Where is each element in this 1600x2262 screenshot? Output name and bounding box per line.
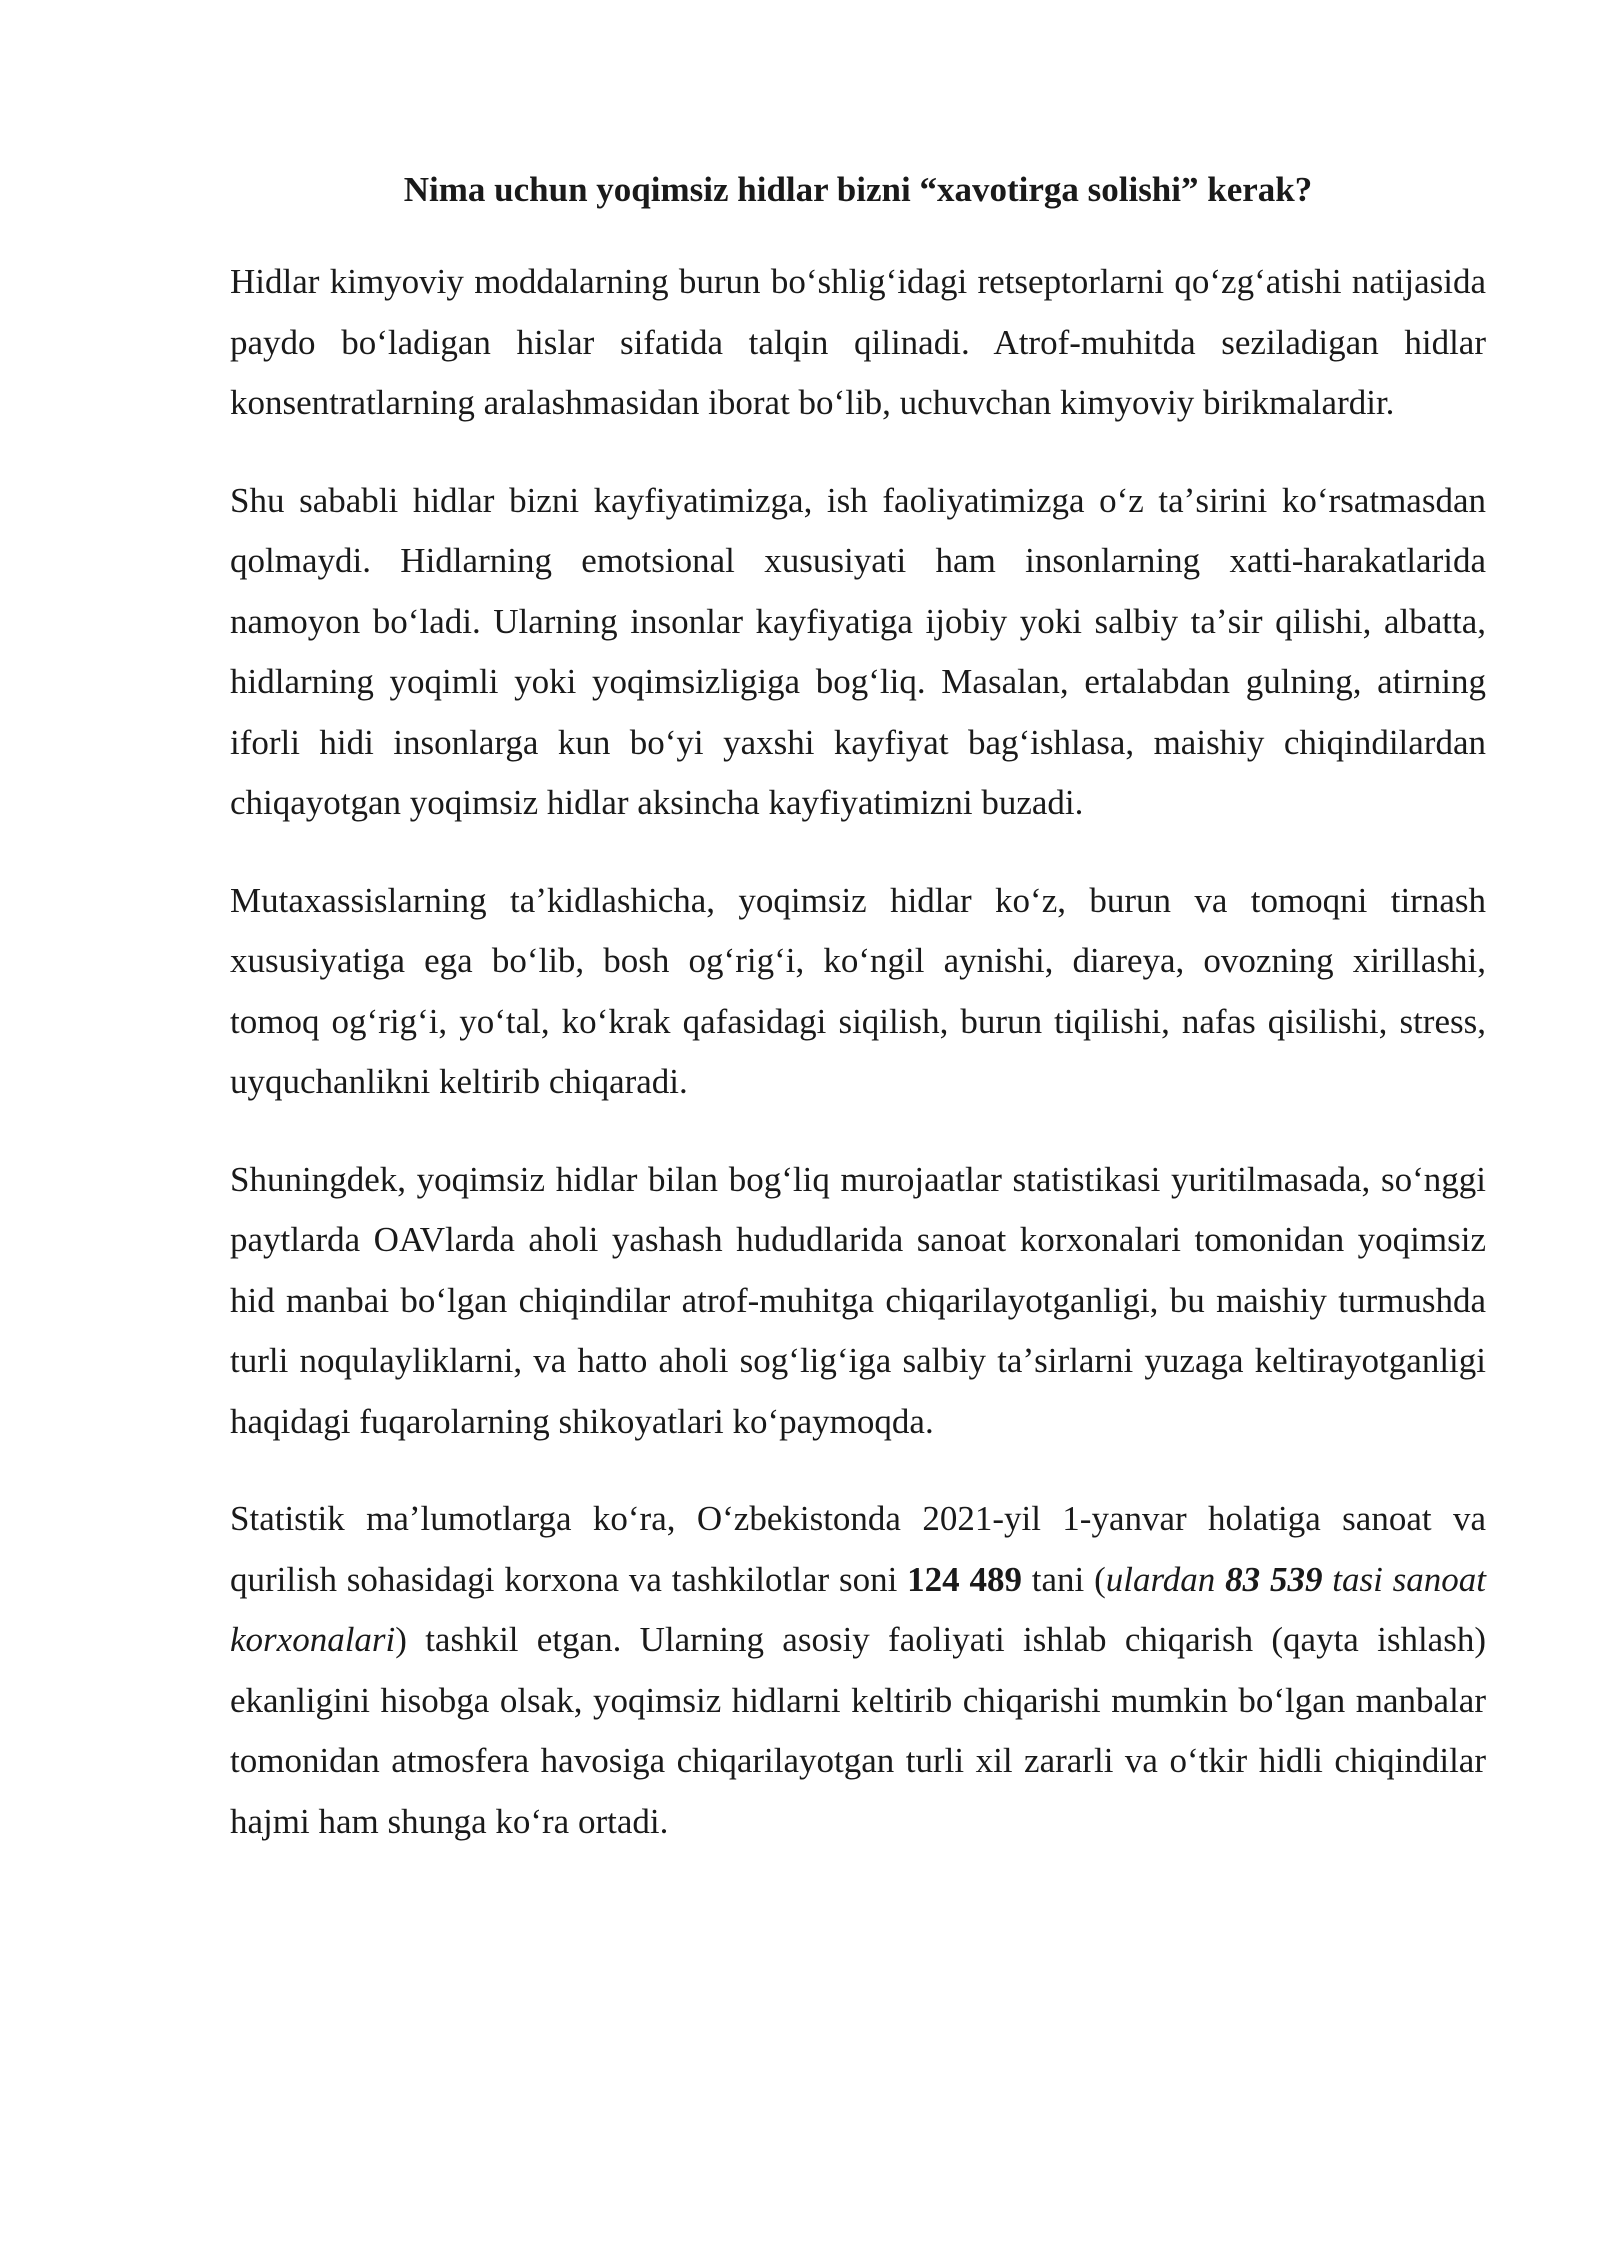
paragraph-5-italic-1: ulardan <box>1105 1559 1226 1599</box>
enterprise-count-industrial: 83 539 <box>1225 1559 1323 1599</box>
paragraph-5-text-2: tani ( <box>1021 1559 1106 1599</box>
paragraph-3: Mutaxassislarning taʼkidlashicha, yoqimsiz hidlar koʻz, burun va tomoqni tirnash xususiyatiga ega boʻlib, bosh ogʻrigʻi, koʻngil aynishi, diareya, ovozning xirillashi, tomoq ogʻrigʻi, yoʻtal, koʻkrak qafasidagi siqilish, burun tiqilishi, nafas qisilishi, stress, uyquchanlikni keltirib chiqaradi. <box>230 880 1486 1101</box>
paragraph-4: Shuningdek, yoqimsiz hidlar bilan bogʻliq murojaatlar statistikasi yuritilmasada, soʻnggi paytlarda OAVlarda aholi yashash hududlarida sanoat korxonalari tomonidan yoqimsiz hid manbai boʻlgan chiqindilar atrof-muhitga chiqarilayotganligi, bu maishiy turmushda turli noqulayliklarni, va hatto aholi sogʻligʻiga salbiy taʼsirlarni yuzaga keltirayotganligi haqidagi fuqarolarning shikoyatlari koʻpaymoqda. <box>230 1159 1486 1441</box>
document-title: Nima uchun yoqimsiz hidlar bizni “xavotirga solishi” kerak? <box>403 170 1313 209</box>
paragraph-1: Hidlar kimyoviy moddalarning burun boʻshligʻidagi retseptorlarni qoʻzgʻatishi natijasida paydo boʻladigan hislar sifatida talqin qilinadi. Atrof-muhitda seziladigan hidlar konsentratlarning aralashmasidan iborat boʻlib, uchuvchan kimyoviy birikmalardir. <box>230 262 1486 422</box>
paragraph-5-italic-2: tasi sanoat korxonalari <box>230 1559 1487 1659</box>
paragraph-5-text-3: ) tashkil etgan. Ularning asosiy faoliyati ishlab chiqarish (qayta ishlash) ekanligini hisobga olsak, yoqimsiz hidlarni keltirib chiqarishi mumkin boʻlgan manbalar tomonidan atmosfera havosiga chiqarilayotgan turli xil zararli va oʻtkir hidli chiqindilar hajmi ham shunga koʻra ortadi. <box>230 1620 1486 1841</box>
paragraph-5 <box>230 1489 1486 1852</box>
document-page <box>230 0 1486 1852</box>
paragraph-2: Shu sababli hidlar bizni kayfiyatimizga, ish faoliyatimizga oʻz taʼsirini koʻrsatmasdan qolmaydi. Hidlarning emotsional xususiyati ham insonlarning xatti-harakatlarida namoyon boʻladi. Ularning insonlar kayfiyatiga ijobiy yoki salbiy taʼsir qilishi, albatta, hidlarning yoqimli yoki yoqimsizligiga bogʻliq. Masalan, ertalabdan gulning, atirning iforli hidi insonlarga kun boʻyi yaxshi kayfiyat bagʻishlasa, maishiy chiqindilardan chiqayotgan yoqimsiz hidlar aksincha kayfiyatimizni buzadi. <box>230 480 1486 822</box>
enterprise-count-total: 124 489 <box>907 1559 1022 1599</box>
paragraph-5-text-1: Statistik maʼlumotlarga koʻra, Oʻzbekistonda 2021-yil 1-yanvar holatiga sanoat va qurilish sohasidagi korxona va tashkilotlar soni <box>230 1499 1486 1599</box>
